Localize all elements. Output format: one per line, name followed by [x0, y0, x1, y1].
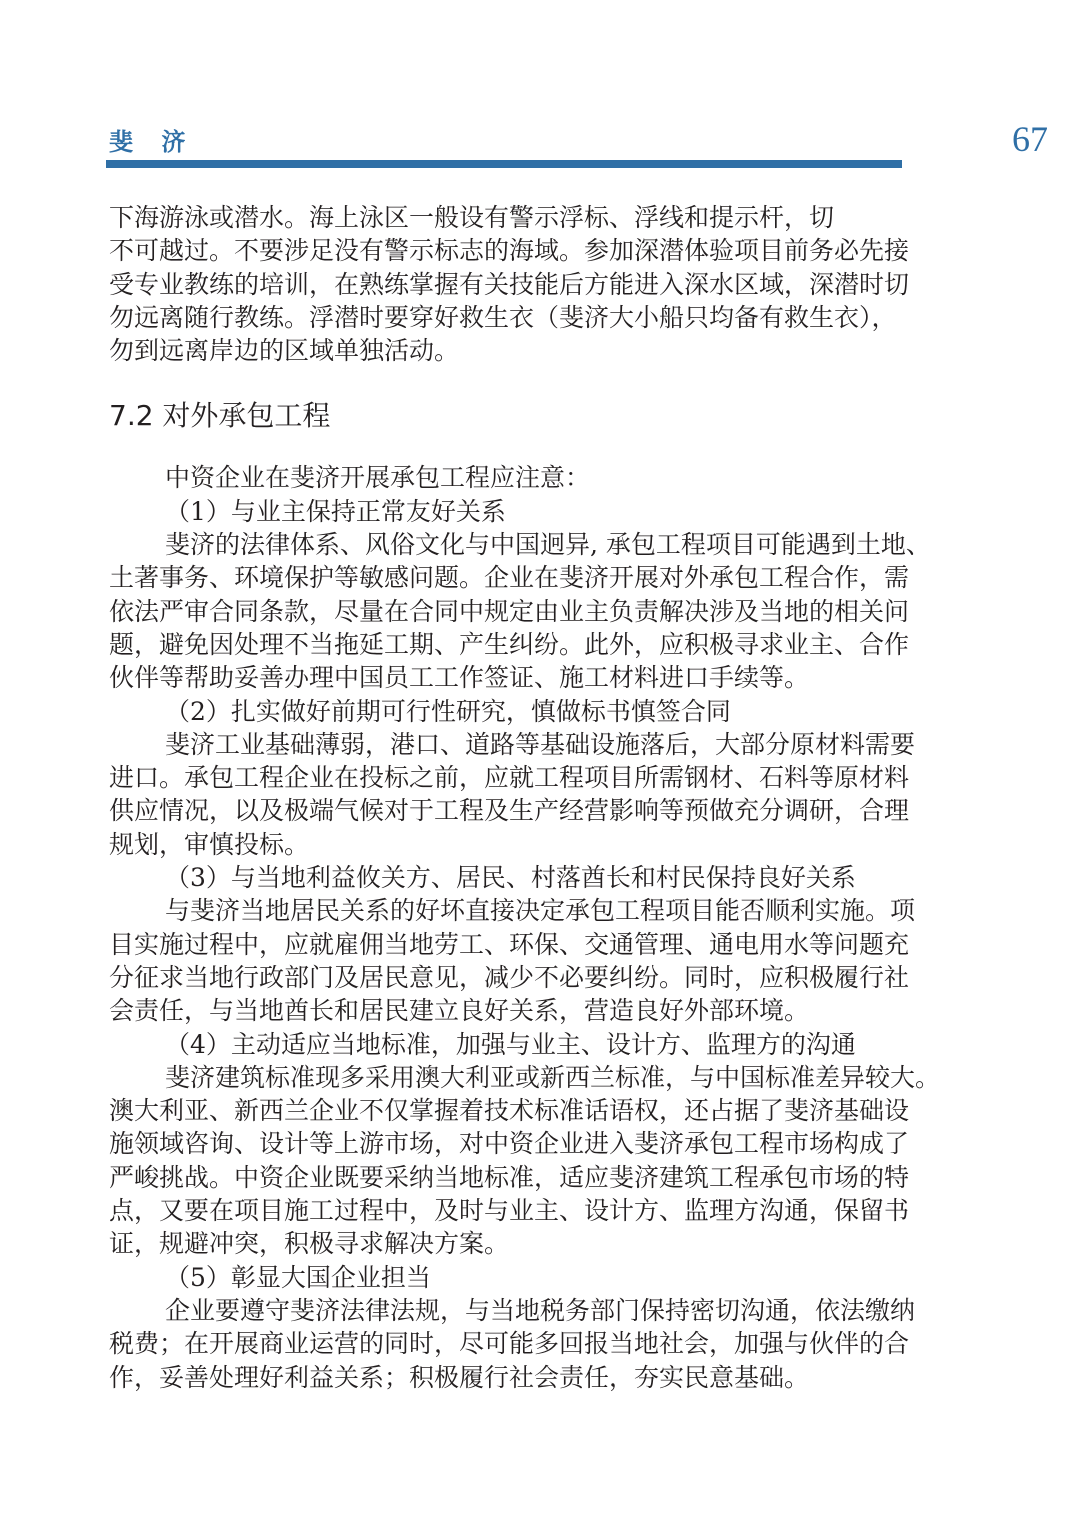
- paragraph-line: 规划，审慎投标。: [109, 829, 310, 859]
- paragraph-line: 供应情况，以及极端气候对于工程及生产经营影响等预做充分调研，合理: [109, 796, 910, 826]
- item-title: （4）主动适应当地标准，加强与业主、设计方、监理方的沟通: [165, 1029, 856, 1059]
- paragraph-line: 勿远离随行教练。浮潜时要穿好救生衣（斐济大小船只均备有救生衣），: [109, 302, 897, 332]
- paragraph-line: 与斐济当地居民关系的好坏直接决定承包工程项目能否顺利实施。项: [165, 896, 916, 926]
- paragraph-line: 企业要遵守斐济法律法规，与当地税务部门保持密切沟通，依法缴纳: [165, 1295, 916, 1325]
- paragraph-line: 依法严审合同条款，尽量在合同中规定由业主负责解决涉及当地的相关问: [109, 596, 910, 626]
- paragraph-line: 分征求当地行政部门及居民意见，减少不必要纠纷。同时，应积极履行社: [109, 962, 910, 992]
- paragraph-line: 施领域咨询、设计等上游市场，对中资企业进入斐济承包工程市场构成了: [109, 1129, 910, 1159]
- page-number: 67: [1012, 119, 1048, 159]
- paragraph-line: 目实施过程中，应就雇佣当地劳工、环保、交通管理、通电用水等问题充: [109, 929, 910, 959]
- item-title: （5）彰显大国企业担当: [165, 1262, 431, 1292]
- page-body: [109, 201, 975, 1394]
- item-title: （3）与当地利益攸关方、居民、村落酋长和村民保持良好关系: [165, 863, 856, 893]
- paragraph-line: 伙伴等帮助妥善办理中国员工工作签证、施工材料进口手续等。: [109, 663, 810, 693]
- paragraph-line: 点，又要在项目施工过程中，及时与业主、设计方、监理方沟通，保留书: [109, 1196, 910, 1226]
- paragraph-line: 勿到远离岸边的区域单独活动。: [109, 336, 460, 366]
- paragraph-line: 受专业教练的培训，在熟练掌握有关技能后方能进入深水区域，深潜时切: [109, 269, 910, 299]
- running-header-title: 斐 济: [109, 128, 196, 156]
- paragraph-line: 土著事务、环境保护等敏感问题。企业在斐济开展对外承包工程合作，需: [109, 563, 910, 593]
- paragraph-line: 下海游泳或潜水。海上泳区一般设有警示浮标、浮线和提示杆，切: [109, 203, 835, 232]
- section-heading: 7.2 对外承包工程: [109, 399, 331, 433]
- paragraph-line: 斐济的法律体系、风俗文化与中国迥异, 承包工程项目可能遇到土地、: [165, 530, 931, 560]
- paragraph-line: 作，妥善处理好利益关系；积极履行社会责任，夯实民意基础。: [109, 1362, 810, 1392]
- paragraph-line: 证，规避冲突，积极寻求解决方案。: [109, 1229, 510, 1259]
- header-divider: [106, 160, 902, 168]
- paragraph-line: 斐济建筑标准现多采用澳大利亚或新西兰标准，与中国标准差异较大。: [165, 1062, 941, 1092]
- paragraph-line: 澳大利亚、新西兰企业不仅掌握着技术标准话语权，还占据了斐济基础设: [109, 1096, 910, 1126]
- paragraph-line: 进口。承包工程企业在投标之前，应就工程项目所需钢材、石料等原材料: [109, 763, 910, 793]
- paragraph-line: 税费；在开展商业运营的同时，尽可能多回报当地社会，加强与伙伴的合: [109, 1329, 910, 1359]
- section-lead: 中资企业在斐济开展承包工程应注意：: [165, 463, 591, 493]
- paragraph-line: 斐济工业基础薄弱，港口、道路等基础设施落后，大部分原材料需要: [165, 729, 916, 759]
- item-title: （1）与业主保持正常友好关系: [165, 496, 506, 526]
- item-title: （2）扎实做好前期可行性研究，慎做标书慎签合同: [165, 696, 731, 726]
- paragraph-line: 不可越过。不要涉足没有警示标志的海域。参加深潜体验项目前务必先接: [109, 236, 910, 266]
- paragraph-line: 会责任，与当地酋长和居民建立良好关系，营造良好外部环境。: [109, 996, 810, 1026]
- paragraph-line: 题，避免因处理不当拖延工期、产生纠纷。此外，应积极寻求业主、合作: [109, 629, 910, 659]
- paragraph-line: 严峻挑战。中资企业既要采纳当地标准，适应斐济建筑工程承包市场的特: [109, 1162, 910, 1192]
